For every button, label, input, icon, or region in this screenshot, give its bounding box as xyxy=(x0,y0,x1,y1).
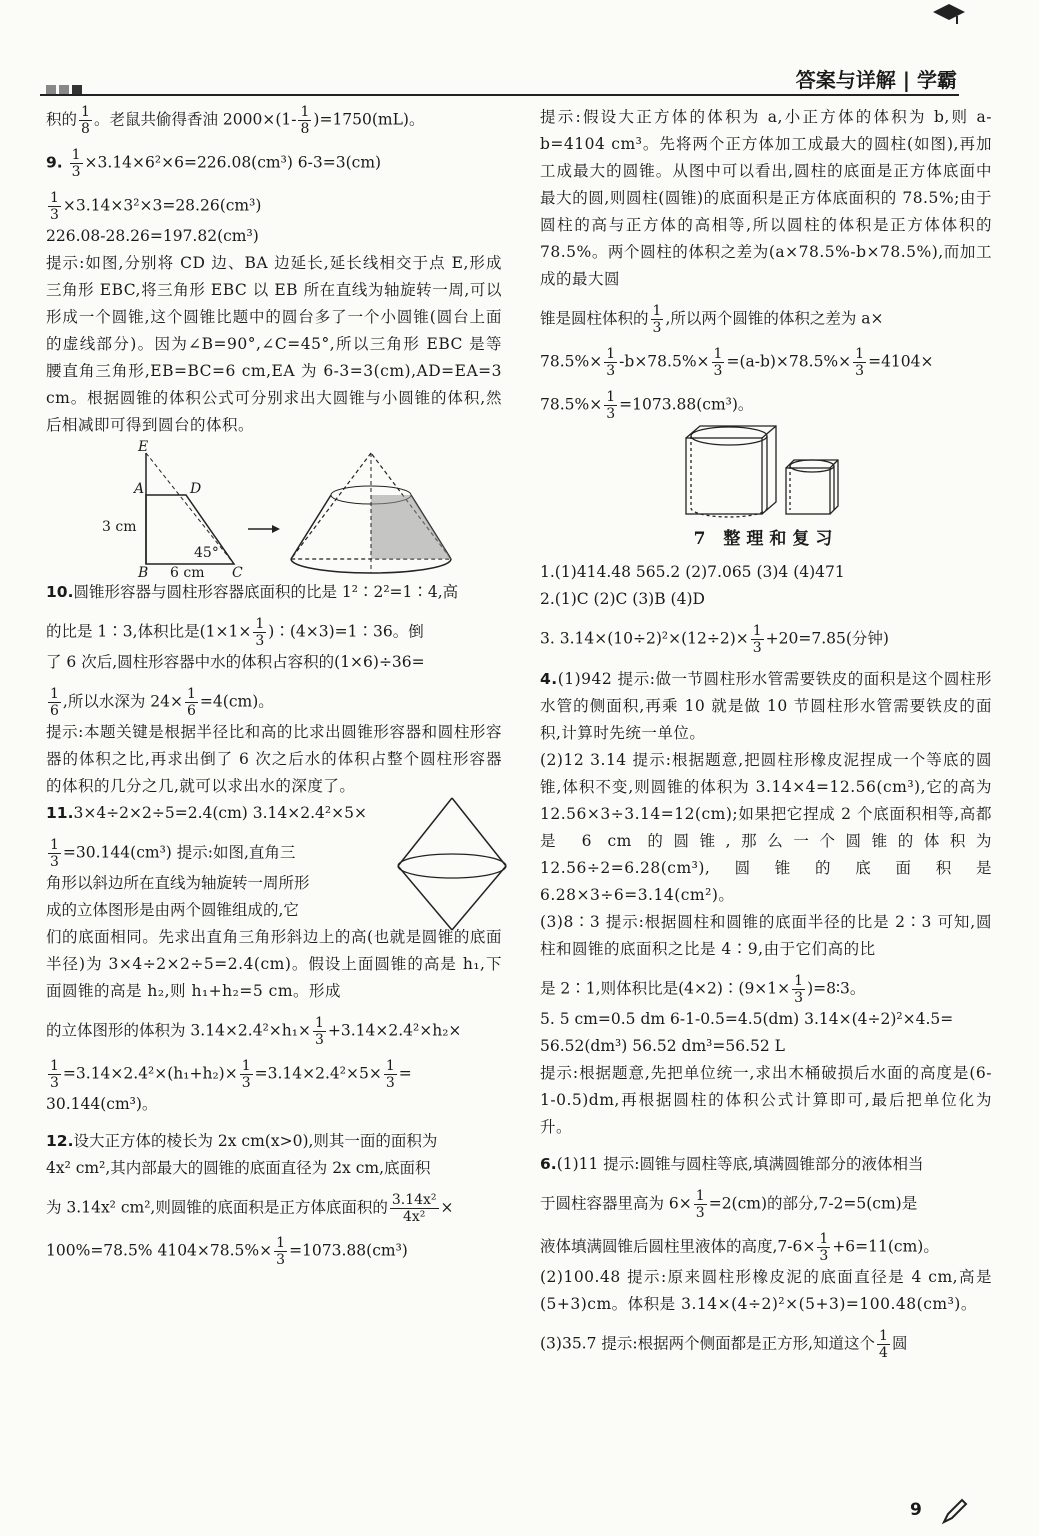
right-column xyxy=(540,104,992,1361)
fraction-1-3 xyxy=(604,346,617,379)
numerator: 1 xyxy=(71,147,81,163)
page-header xyxy=(0,58,1039,98)
q9-line3: 226.08-28.26=197.82(cm³) xyxy=(46,227,259,245)
fraction-1-3 xyxy=(253,616,266,649)
numerator: 1 xyxy=(819,1231,829,1247)
text: =4104× xyxy=(868,352,934,371)
denominator: 3 xyxy=(314,1032,324,1048)
denominator: 3 xyxy=(241,1075,251,1091)
text: ,所以水深为 24× xyxy=(62,692,183,711)
label-3cm: 3 cm xyxy=(102,519,137,535)
text: =1073.88(cm³) xyxy=(289,1241,408,1260)
text: =1750(mL)。 xyxy=(319,110,425,129)
numerator: 1 xyxy=(606,346,616,362)
text: +20=7.85(分钟) xyxy=(765,629,889,648)
q9-line2 xyxy=(46,190,502,223)
denominator: 3 xyxy=(385,1075,395,1091)
header-squares xyxy=(46,80,85,99)
text: =(a-b)×78.5%× xyxy=(726,352,852,371)
denominator: 3 xyxy=(752,640,762,656)
text: 积的 xyxy=(46,110,78,129)
q10-line1 xyxy=(46,579,502,606)
numerator: 1 xyxy=(752,623,762,639)
text: +6=11(cm)。 xyxy=(832,1237,939,1256)
numerator: 1 xyxy=(255,616,265,632)
fraction-1-6 xyxy=(48,686,61,719)
text: ,所以两个圆锥的体积之差为 a× xyxy=(665,309,884,328)
denominator: 8 xyxy=(300,121,310,137)
text: =1073.88(cm³)。 xyxy=(619,395,754,414)
s6-1b xyxy=(540,1188,992,1221)
numerator: 1 xyxy=(652,303,662,319)
fraction-1-8 xyxy=(298,104,311,137)
denominator: 3 xyxy=(276,1252,286,1268)
s6-3 xyxy=(540,1328,992,1361)
header-brand: 答案与详解 | 学霸 xyxy=(795,68,957,92)
fraction-1-3 xyxy=(817,1231,830,1264)
q11-line7: 30.144(cm³)。 xyxy=(46,1095,158,1113)
numerator: 1 xyxy=(879,1328,888,1344)
numerator: 1 xyxy=(276,1235,286,1251)
text: (3)35.7 提示:根据两个侧面都是正方形,知道这个 xyxy=(540,1334,876,1353)
text: 是 2∶1,则体积比是(4×2)∶ xyxy=(540,979,739,998)
denominator: 3 xyxy=(819,1248,829,1264)
text: 设大正方体的棱长为 2x cm(x>0),则其一面的面积为 xyxy=(73,1132,438,1150)
fraction-1-3 xyxy=(313,1015,326,1048)
text: -b×78.5%× xyxy=(619,352,710,371)
text: =2(cm)的部分,7-2=5(cm)是 xyxy=(708,1194,918,1213)
q10-line2: 的比是 1∶3,体积比是(1×1× $\frac{1}{3}$ )∶(4×3)=1∶36。倒 xyxy=(46,616,424,649)
fraction-1-8 xyxy=(79,104,92,137)
text: 。老鼠共偷得香油 2000× xyxy=(93,110,276,129)
numerator: 1 xyxy=(241,1058,251,1074)
graduation-cap-icon xyxy=(931,0,967,30)
q9-line1 xyxy=(46,147,502,180)
s6-1 xyxy=(540,1151,992,1178)
q9-hint: 提示:如图,分别将 CD 边、BA 边延长,延长线相交于点 E,形成三角形 EBC,将三角形 EBC 以 EB 所在直线为轴旋转一周,可以形成一个圆锥,这个圆锥比题中的圆台多了一个小圆锥(圆台上面的虚线部分)。因为∠B=90°,∠C=45°,所以三角形 EBC 是等腰直角三角形,EB=BC=6 cm,EA 为 6-3=3(cm),AD=EA=3 cm。根据圆锥的体积公式可分别求出大圆锥与小圆锥的体积,然后相减即可得到圆台的体积。 xyxy=(46,254,502,434)
text: 于圆柱容器里高为 6× xyxy=(540,1194,692,1213)
q11-line5 xyxy=(46,1015,502,1048)
text: 圆 xyxy=(891,1334,908,1353)
line-l0: 积的 $\frac{1}{8}$ 。老鼠共偷得香油 2000×(1- $\frac{1}{8}$ )=1750(mL)。 xyxy=(46,104,425,137)
numerator: 1 xyxy=(713,346,723,362)
denominator: 3 xyxy=(855,363,865,379)
numerator: 1 xyxy=(50,190,59,206)
label-45: 45° xyxy=(194,545,219,561)
question-number: 9. xyxy=(46,153,63,172)
numerator: 1 xyxy=(50,1058,59,1074)
fraction-1-4 xyxy=(877,1328,890,1361)
left-column xyxy=(46,104,502,1268)
text: =4(cm)。 xyxy=(199,692,274,711)
label-C: C xyxy=(232,565,243,579)
numerator: 1 xyxy=(50,686,59,702)
text: ×3.14×6²×6=226.08(cm³) 6-3=3(cm) xyxy=(84,153,382,172)
pencil-icon xyxy=(940,1496,970,1526)
text: =8∶3。 xyxy=(813,979,866,998)
fraction-1-3 xyxy=(70,147,83,180)
denominator: 4 xyxy=(879,1345,888,1361)
q10-line3: 了 6 次后,圆柱形容器中水的体积占容积的(1×6)÷36= xyxy=(46,653,425,671)
numerator: 1 xyxy=(695,1188,705,1204)
cubes-figure xyxy=(540,422,992,518)
section-title: 7 整理和复习 xyxy=(693,529,839,549)
fraction-1-3 xyxy=(604,389,617,422)
header-rule xyxy=(40,94,959,96)
numerator: 1 xyxy=(855,346,865,362)
denominator: 3 xyxy=(71,164,81,180)
denominator: 3 xyxy=(50,207,59,223)
denominator: 4x² xyxy=(402,1209,426,1225)
q12-line3: 为 3.14x² cm²,则圆锥的底面积是正方体底面积的 $\frac{\text{3.14x²}}{\text{4x²}}$ × xyxy=(46,1192,454,1225)
denominator: 3 xyxy=(695,1205,705,1221)
text: 3. 3.14×(10÷2)²×(12÷2)× xyxy=(540,629,749,648)
denominator: 6 xyxy=(50,703,59,719)
q11-block xyxy=(46,800,502,924)
fraction-1-6 xyxy=(185,686,198,719)
numerator: 1 xyxy=(314,1015,324,1031)
label-D: D xyxy=(190,481,202,497)
s6-2: (2)100.48 提示:原来圆柱形橡皮泥的底面直径是 4 cm,高是(5+3)cm。体积是 3.14×(4÷2)²×(5+3)=100.48(cm³)。 xyxy=(540,1268,992,1313)
q10-line4 xyxy=(46,686,502,719)
text: 100%=78.5% 4104×78.5%× xyxy=(46,1241,273,1260)
s4-3: (3)8∶3 提示:根据圆柱和圆锥的底面半径的比是 2∶3 可知,圆柱和圆锥的底面积之比是 4∶9,由于它们高的比 xyxy=(540,913,992,958)
q12-hint: 提示:假设大正方体的体积为 a,小正方体的体积为 b,则 a-b=4104 cm³。先将两个正方体加工成最大的圆柱(如图),再加工成最大的圆锥。从图中可以看出,圆柱的底面是正方体底面中最大的圆,则圆柱(圆锥)的底面积是正方体底面积的 78.5%;由于圆柱的高与正方体的高相等,所以圆柱的体积是正方体体积的 78.5%。两个圆柱的体积之差为(a×78.5%-b×78.5%),而加工成的最大圆 xyxy=(540,108,992,288)
fraction-1-3 xyxy=(792,973,805,1006)
numerator: 1 xyxy=(606,389,616,405)
text: =30.144(cm³) 提示:如图,直角三 xyxy=(62,843,296,862)
fraction-1-3 xyxy=(712,346,725,379)
r-line-a xyxy=(540,303,992,336)
denominator: 3 xyxy=(50,854,59,870)
fraction-1-3 xyxy=(240,1058,253,1091)
text: 液体填满圆锥后圆柱里液体的高度,7-6× xyxy=(540,1237,816,1256)
s6-1c xyxy=(540,1231,992,1264)
text: 为 3.14x² cm²,则圆锥的底面积是正方体底面积的 xyxy=(46,1198,388,1217)
fraction-1-3 xyxy=(853,346,866,379)
question-number: 10. xyxy=(46,583,74,601)
q11-line6: $\frac{1}{3}$ =3.14×2.4²×(h₁+h₂)× $\frac{1}{3}$ =3.14×2.4²×5× $\frac{1}{3}$ = xyxy=(50,1058,412,1091)
numerator: 1 xyxy=(50,837,59,853)
fraction-1-3 xyxy=(48,190,61,223)
q11-line4: 成的立体图形是由两个圆锥组成的,它 xyxy=(46,901,299,919)
s5-b: 56.52(dm³) 56.52 dm³=56.52 L xyxy=(540,1037,785,1055)
numerator: 1 xyxy=(187,686,196,702)
question-number: 6. xyxy=(540,1155,557,1173)
s4-2: (2)12 3.14 提示:根据题意,把圆柱形橡皮泥捏成一个等底的圆锥,体积不变,则圆锥的体积为 3.14×4=12.56(cm³),它的高为 12.56×3÷3.14=12(cm);如果把它捏成 2 个底面积相等,高都是 6 cm 的圆锥,那么一个圆锥的体积为 12.56÷2=6.28(cm³),圆锥的底面积是 6.28×3÷6=3.14(cm²)。 xyxy=(540,751,992,904)
fraction-1-3 xyxy=(651,303,664,336)
text: 锥是圆柱体积的 xyxy=(540,309,649,328)
s4-1 xyxy=(540,666,992,747)
fraction-1-3 xyxy=(384,1058,397,1091)
text: 78.5%× xyxy=(540,352,603,371)
q9-figure xyxy=(46,439,502,579)
question-number: 4. xyxy=(540,670,558,688)
text: ×3.14×3²×3=28.26(cm³) xyxy=(62,196,262,215)
text: (1)942 提示:做一节圆柱形水管需要铁皮的面积是这个圆柱形水管的侧面积,再乘 10 就是做 10 节圆柱形水管需要铁皮的面积,计算时先统一单位。 xyxy=(540,670,992,742)
fraction-1-3 xyxy=(274,1235,287,1268)
denominator: 8 xyxy=(81,121,90,137)
double-cone-diagram xyxy=(394,794,512,934)
label-A: A xyxy=(134,481,145,497)
text: (1)11 提示:圆锥与圆柱等底,填满圆锥部分的液体相当 xyxy=(556,1155,924,1173)
text: 的立体图形的体积为 3.14×2.4²×h₁× xyxy=(46,1021,311,1040)
q12-line2: 4x² cm²,其内部最大的圆锥的底面直径为 2x cm,底面积 xyxy=(46,1159,431,1177)
text: +3.14×2.4²×h₂× xyxy=(327,1021,462,1040)
r-line-b xyxy=(540,346,992,379)
numerator: 1 xyxy=(385,1058,395,1074)
denominator: 3 xyxy=(713,363,723,379)
fraction-1-3 xyxy=(48,1058,61,1091)
denominator: 3 xyxy=(606,406,616,422)
numerator: 3.14x² xyxy=(391,1192,437,1208)
text: =3.14×2.4²×5× xyxy=(254,1064,382,1083)
fraction-1-3 xyxy=(694,1188,707,1221)
question-number: 11. xyxy=(46,804,74,822)
text: 的比是 1∶3,体积比是 xyxy=(46,622,200,641)
q10-hint: 提示:本题关键是根据半径比和高的比求出圆锥形容器和圆柱形容器的体积之比,再求出倒了 6 次之后水的体积占整个圆柱形容器的体积的几分之几,就可以求出水的深度了。 xyxy=(46,723,502,795)
s2: 2.(1)C (2)C (3)B (4)D xyxy=(540,590,705,608)
q12-line1 xyxy=(46,1128,502,1155)
denominator: 3 xyxy=(50,1075,59,1091)
denominator: 3 xyxy=(794,990,804,1006)
denominator: 3 xyxy=(652,320,662,336)
q11-hint: 们的底面相同。先求出直角三角形斜边上的高(也就是圆锥的底面半径)为 3×4÷2×2÷5=2.4(cm)。假设上面圆锥的高是 h₁,下面圆锥的高是 h₂,则 h₁+h₂=5 cm。形成 xyxy=(46,928,502,1000)
r-line-c xyxy=(540,389,992,422)
text: 3×4÷2×2÷5=2.4(cm) 3.14×2.4²×5× xyxy=(73,804,367,822)
fraction-1-3 xyxy=(48,837,61,870)
fraction-1-3 xyxy=(751,623,764,656)
trapezoid-cone-diagram xyxy=(46,439,502,579)
page-number: 9 xyxy=(910,1500,922,1520)
cube-cylinder-diagram xyxy=(540,422,992,518)
label-E: E xyxy=(138,439,149,455)
denominator: 3 xyxy=(606,363,616,379)
text: 圆锥形容器与圆柱形容器底面积的比是 1²∶2²=1∶4,高 xyxy=(73,583,459,601)
s3 xyxy=(540,623,992,656)
numerator: 1 xyxy=(794,973,804,989)
denominator: 3 xyxy=(255,633,265,649)
s5-a: 5. 5 cm=0.5 dm 6-1-0.5=4.5(dm) 3.14×(4÷2)²×4.5= xyxy=(540,1010,954,1028)
label-B: B xyxy=(138,565,149,579)
fraction-ratio xyxy=(390,1192,439,1225)
text: ∶(4×3)=1∶36。倒 xyxy=(274,622,424,641)
q11-line3: 角形以斜边所在直线为轴旋转一周所形 xyxy=(46,874,310,892)
numerator: 1 xyxy=(300,104,310,120)
label-6cm: 6 cm xyxy=(170,565,205,579)
text: 78.5%× xyxy=(540,395,603,414)
q12-line4 xyxy=(46,1235,502,1268)
question-number: 12. xyxy=(46,1132,74,1150)
text: =3.14×2.4²×(h₁+h₂)× xyxy=(62,1064,238,1083)
s4-3b: 是 2∶1,则体积比是(4×2)∶(9×1× $\frac{1}{3}$ )=8∶3。 xyxy=(540,973,866,1006)
denominator: 6 xyxy=(187,703,196,719)
s1: 1.(1)414.48 565.2 (2)7.065 (3)4 (4)471 xyxy=(540,563,845,581)
s5-hint: 提示:根据题意,先把单位统一,求出木桶破损后水面的高度是(6-1-0.5)dm,再根据圆柱的体积公式计算即可,最后把单位化为升。 xyxy=(540,1064,992,1136)
numerator: 1 xyxy=(81,104,90,120)
